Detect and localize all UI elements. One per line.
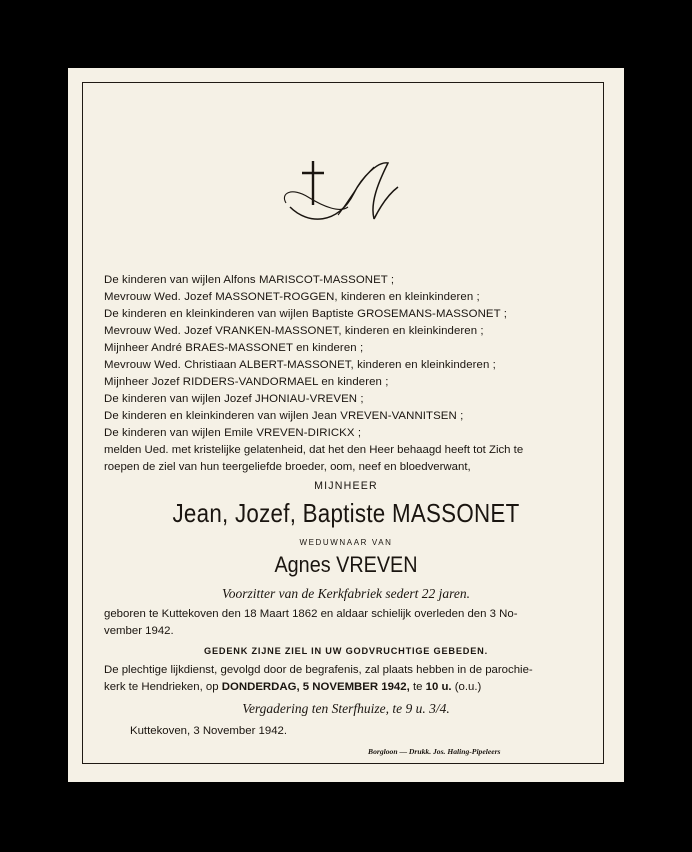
family-line: De kinderen van wijlen Alfons MARISCOT-MASSONET ; xyxy=(104,274,395,286)
service-line: De plechtige lijkdienst, gevolgd door de begrafenis, zal plaats hebben in de parochie- xyxy=(104,664,533,676)
service-day: DONDERDAG, 5 NOVEMBER 1942, xyxy=(221,681,410,693)
service-time-post: (o.u.) xyxy=(451,681,482,693)
life-line: vember 1942. xyxy=(104,625,174,637)
family-line: De kinderen en kleinkinderen van wijlen Baptiste GROSEMANS-MASSONET ; xyxy=(104,308,507,320)
cross-monogram-icon xyxy=(278,153,408,233)
service-time-pre: te xyxy=(409,681,426,693)
prayer-line: GEDENK ZIJNE ZIEL IN UW GODVRUCHTIGE GEBEDEN. xyxy=(204,646,488,656)
memorial-card xyxy=(68,68,624,782)
family-line: Mevrouw Wed. Jozef MASSONET-ROGGEN, kinderen en kleinkinderen ; xyxy=(104,291,480,303)
family-line: Mijnheer André BRAES-MASSONET en kinderen ; xyxy=(104,342,364,354)
announcement-line: melden Ued. met kristelijke gelatenheid, dat het den Heer behaagd heeft tot Zich te xyxy=(104,444,524,456)
family-line: Mijnheer Jozef RIDDERS-VANDORMAEL en kinderen ; xyxy=(104,376,389,388)
spouse-name: Agnes VREVEN xyxy=(274,552,418,577)
widower-label: WEDUWNAAR VAN xyxy=(299,538,393,547)
family-line: De kinderen en kleinkinderen van wijlen Jean VREVEN-VANNITSEN ; xyxy=(104,410,464,422)
role-line: Voorzitter van de Kerkfabriek sedert 22 jaren. xyxy=(221,586,471,601)
family-line: Mevrouw Wed. Jozef VRANKEN-MASSONET, kinderen en kleinkinderen ; xyxy=(104,325,484,337)
announcement-line: roepen de ziel van hun teergeliefde broeder, oom, neef en bloedverwant, xyxy=(104,461,471,473)
life-line: geboren te Kuttekoven den 18 Maart 1862 en aldaar schielijk overleden den 3 No- xyxy=(104,608,518,620)
place-date: Kuttekoven, 3 November 1942. xyxy=(130,725,288,737)
deceased-name: Jean, Jozef, Baptiste MASSONET xyxy=(172,498,520,528)
printer-credit: Borgloon — Drukk. Jos. Haling-Pipeleers xyxy=(368,747,501,756)
service-line-2 xyxy=(104,681,481,693)
service-place: kerk te Hendrieken, op xyxy=(104,681,222,693)
family-line: De kinderen van wijlen Emile VREVEN-DIRICKX ; xyxy=(104,427,362,439)
family-line: De kinderen van wijlen Jozef JHONIAU-VREVEN ; xyxy=(104,393,364,405)
service-time: 10 u. xyxy=(425,681,452,693)
title-label: MIJNHEER xyxy=(314,480,378,492)
family-line: Mevrouw Wed. Christiaan ALBERT-MASSONET, kinderen en kleinkinderen ; xyxy=(104,359,496,371)
gathering-line: Vergadering ten Sterfhuize, te 9 u. 3/4. xyxy=(242,701,450,716)
